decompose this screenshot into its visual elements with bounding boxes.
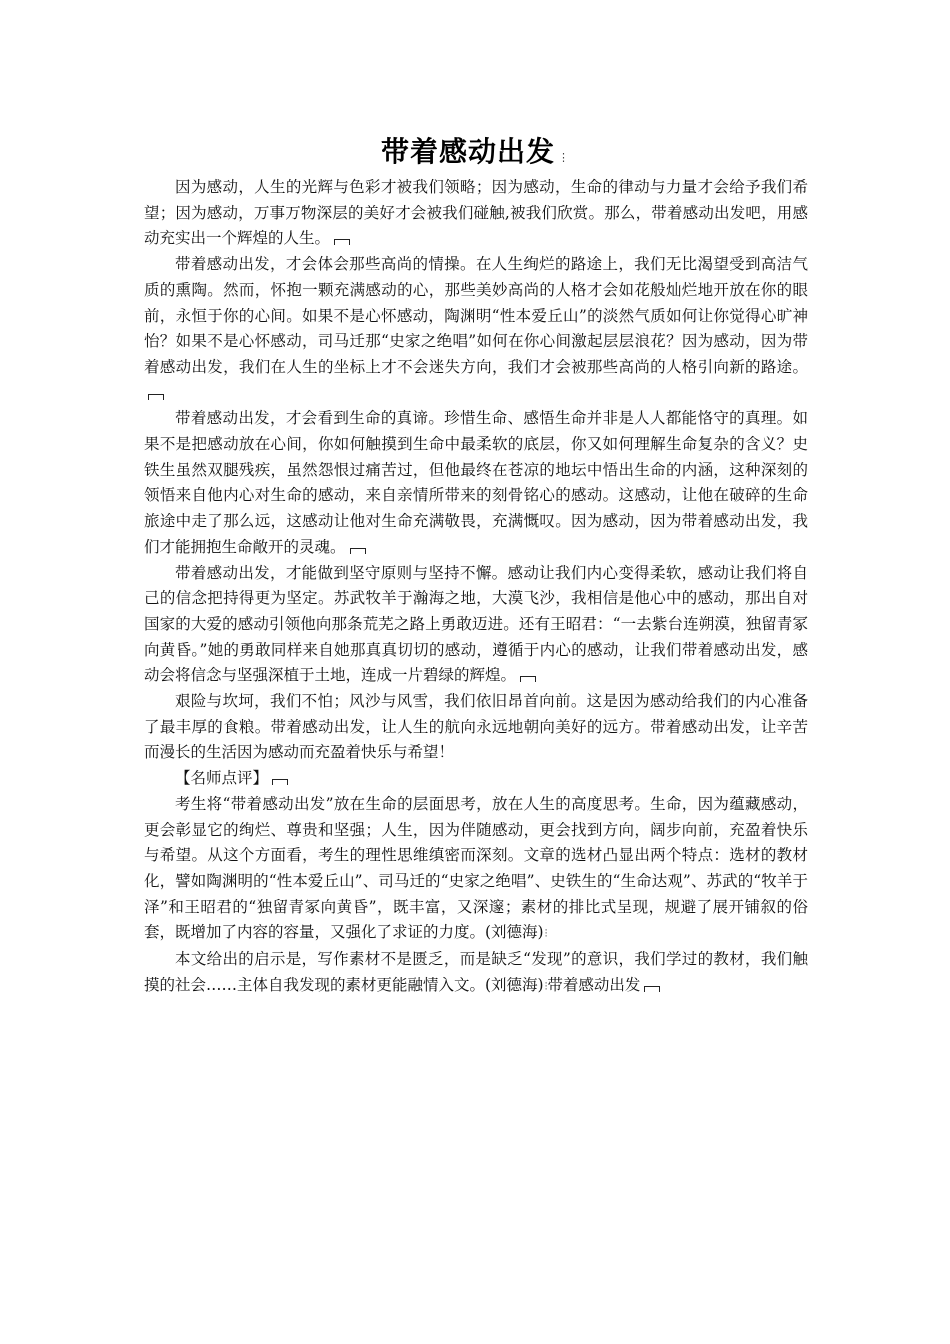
paragraph-text: 带着感动出发，才会体会那些高尚的情操。在人生绚烂的路途上，我们无比渴望受到高洁气质的熏陶。然而，怀抱一颗充满感动的心，那些美妙高尚的人格才会如花般灿烂地开放在你的眼前，永恒于你的心间。如果不是心怀感动，陶渊明“性本爱丘山”的淡然气质如何让你觉得心旷神怡？如果不是心怀感动，司马迁那“史家之绝唱”如何在你心间激起层层浪花？因为感动，因为带着感动出发，我们在人生的坐标上才不会迷失方向，我们才会被那些高尚的人格引向新的路途。	[144, 255, 808, 376]
paragraph-mark-icon	[334, 239, 350, 245]
paragraph-mark-icon	[148, 394, 164, 400]
paragraph-1	[144, 175, 808, 252]
paragraph-text: 带着感动出发，才会看到生命的真谛。珍惜生命、感悟生命并非是人人都能恪守的真理。如果不是把感动放在心间，你如何触摸到生命中最柔软的底层，你又如何理解生命复杂的含义？史铁生虽然双腿残疾，虽然怨恨过痛苦过，但他最终在苍凉的地坛中悟出生命的内涵，这种深刻的领悟来自他内心对生命的感动，来自亲情所带来的刻骨铭心的感动。这感动，让他在破碎的生命旅途中走了那么远，这感动让他对生命充满敬畏，充满慨叹。因为感动，因为带着感动出发，我们才能拥抱生命敞开的灵魂。	[144, 409, 808, 556]
format-mark: ⫶	[544, 927, 548, 941]
paragraph-mark-icon	[350, 548, 366, 554]
paragraph-4	[144, 561, 808, 690]
paragraph-2	[144, 252, 808, 406]
format-mark: ⫶	[544, 979, 548, 993]
trailing-title: 带着感动出发	[547, 975, 641, 994]
document-title: 带着感动出发	[380, 135, 555, 168]
format-mark: ⋮	[558, 151, 569, 164]
title-block	[0, 130, 950, 170]
comment-heading	[144, 766, 808, 792]
paragraph-mark-icon	[272, 779, 288, 785]
paragraph-text: 本文给出的启示是，写作素材不是匮乏，而是缺乏“发现”的意识，我们学过的教材，我们触摸的社会……主体自我发现的素材更能融情入文。(刘德海)	[144, 950, 808, 994]
document-body	[144, 175, 808, 1000]
paragraph-text: 考生将“带着感动出发”放在生命的层面思考，放在人生的高度思考。生命，因为蕴藏感动，更会彰显它的绚烂、尊贵和坚强；人生，因为伴随感动，更会找到方向，阔步向前，充盈着快乐与希望。从这个方面看，考生的理性思维缜密而深刻。文章的选材凸显出两个特点：选材的教材化，譬如陶渊明的“性本爱丘山”、司马迁的“史家之绝唱”、史铁生的“生命达观”、苏武的“牧羊于泽”和王昭君的“独留青冢向黄昏”，既丰富，又深邃；素材的排比式呈现，规避了展开铺叙的俗套，既增加了内容的容量，又强化了求证的力度。(刘德海)	[144, 794, 808, 942]
paragraph-final	[144, 947, 808, 999]
heading-text: 【名师点评】	[175, 769, 269, 788]
paragraph-3	[144, 406, 808, 560]
paragraph-mark-icon	[520, 676, 536, 682]
paragraph-text: 带着感动出发，才能做到坚守原则与坚持不懈。感动让我们内心变得柔软，感动让我们将自己的信念把持得更为坚定。苏武牧羊于瀚海之地，大漠飞沙，我相信是他心中的感动，那出自对国家的大爱的感动引领他向那条荒芜之路上勇敢迈进。还有王昭君：“一去紫台连朔漠，独留青冢向黄昏。”她的勇敢同样来自她那真真切切的感动，遵循于内心的感动，让我们带着感动出发，感动会将信念与坚强深植于土地，连成一片碧绿的辉煌。	[144, 563, 808, 685]
paragraph-comment	[144, 792, 808, 947]
paragraph-text: 艰险与坎坷，我们不怕；风沙与风雪，我们依旧昂首向前。这是因为感动给我们的内心准备了最丰厚的食粮。带着感动出发，让人生的航向永远地朝向美好的远方。带着感动出发，让辛苦而漫长的生活因为感动而充盈着快乐与希望！	[144, 692, 808, 762]
paragraph-text: 因为感动，人生的光辉与色彩才被我们领略；因为感动，生命的律动与力量才会给予我们希望；因为感动，万事万物深层的美好才会被我们碰触,被我们欣赏。那么，带着感动出发吧，用感动充实出一个辉煌的人生。	[144, 178, 808, 248]
paragraph-mark-icon	[644, 986, 660, 992]
paragraph-5	[144, 689, 808, 766]
